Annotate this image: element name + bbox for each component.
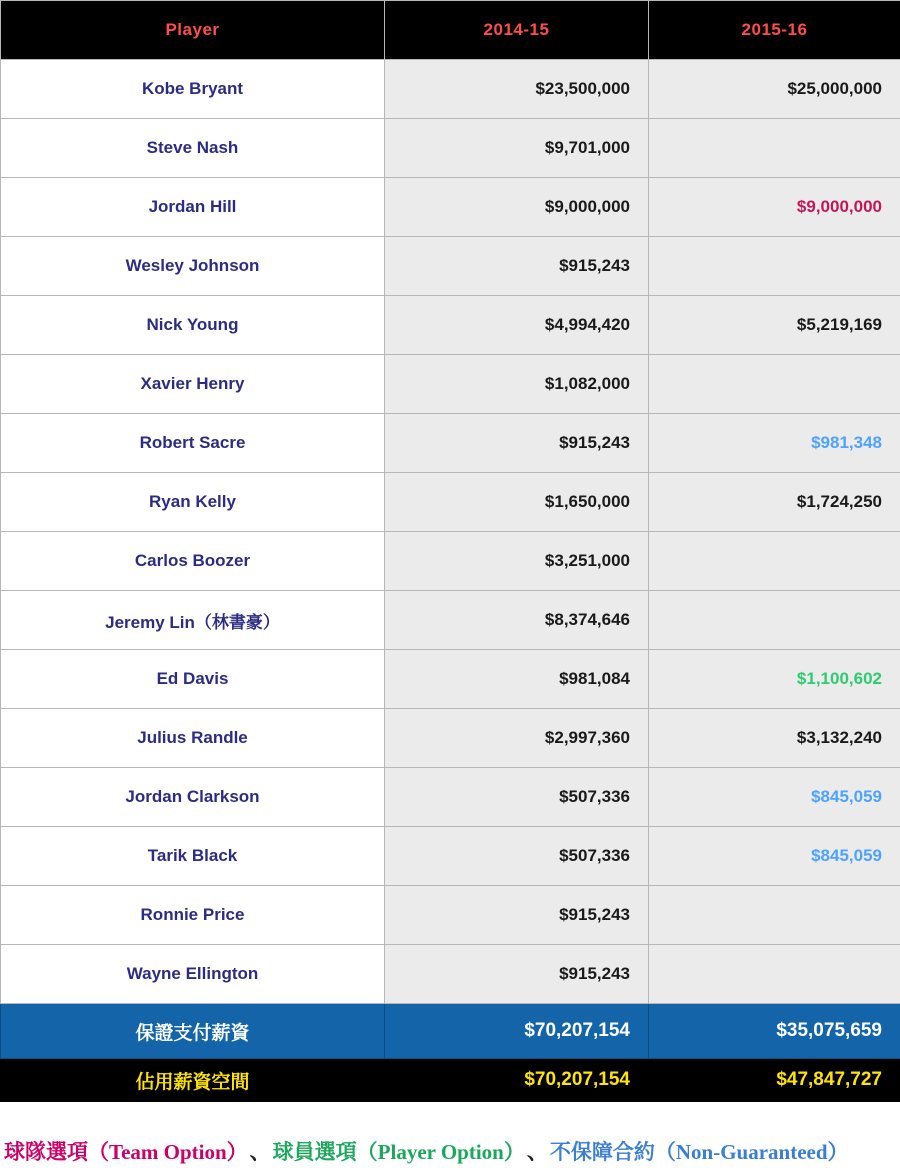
table-row <box>1 119 900 178</box>
cell-player-name: Jordan Hill <box>1 178 385 237</box>
cell-salary-2015-16: $1,100,602 <box>649 650 900 709</box>
cell-salary-2015-16 <box>649 886 900 945</box>
cell-total-cap-label: 佔用薪資空間 <box>1 1059 385 1102</box>
cell-salary-2014-15: $9,701,000 <box>385 119 649 178</box>
cell-player-name: Wesley Johnson <box>1 237 385 296</box>
cell-player-name: Carlos Boozer <box>1 532 385 591</box>
cell-total-cap-2014-15: $70,207,154 <box>385 1059 649 1102</box>
cell-salary-2015-16: $845,059 <box>649 768 900 827</box>
cell-player-name: Nick Young <box>1 296 385 355</box>
cell-salary-2014-15: $2,997,360 <box>385 709 649 768</box>
table-row <box>1 355 900 414</box>
cell-salary-2014-15: $4,994,420 <box>385 296 649 355</box>
table-body <box>1 60 900 1102</box>
cell-salary-2014-15: $915,243 <box>385 945 649 1004</box>
table-row <box>1 296 900 355</box>
legend-player-option: 球員選項（Player Option） <box>272 1139 525 1164</box>
table-row <box>1 414 900 473</box>
table-row <box>1 60 900 119</box>
cell-player-name: Steve Nash <box>1 119 385 178</box>
cell-player-name: Ronnie Price <box>1 886 385 945</box>
cell-salary-2014-15: $915,243 <box>385 886 649 945</box>
table-header <box>1 1 900 60</box>
cell-salary-2014-15: $1,082,000 <box>385 355 649 414</box>
cell-salary-2014-15: $9,000,000 <box>385 178 649 237</box>
cell-salary-2014-15: $23,500,000 <box>385 60 649 119</box>
row-total-guaranteed <box>1 1004 900 1059</box>
cell-salary-2014-15: $8,374,646 <box>385 591 649 650</box>
column-header-player: Player <box>1 1 385 60</box>
cell-salary-2015-16: $5,219,169 <box>649 296 900 355</box>
cell-salary-2014-15: $3,251,000 <box>385 532 649 591</box>
table-row <box>1 945 900 1004</box>
cell-salary-2015-16 <box>649 591 900 650</box>
cell-player-name: Jordan Clarkson <box>1 768 385 827</box>
cell-player-name: Julius Randle <box>1 709 385 768</box>
cell-total-cap-2015-16: $47,847,727 <box>649 1059 900 1102</box>
cell-salary-2015-16 <box>649 119 900 178</box>
cell-player-name: Ryan Kelly <box>1 473 385 532</box>
legend-non-guaranteed: 不保障合約（Non-Guaranteed） <box>549 1139 849 1164</box>
legend <box>0 1128 900 1173</box>
cell-player-name: Tarik Black <box>1 827 385 886</box>
cell-salary-2014-15: $1,650,000 <box>385 473 649 532</box>
cell-player-name: Jeremy Lin（林書豪） <box>1 591 385 650</box>
cell-salary-2015-16 <box>649 532 900 591</box>
table-row <box>1 591 900 650</box>
table-row <box>1 178 900 237</box>
cell-player-name: Kobe Bryant <box>1 60 385 119</box>
table-row <box>1 650 900 709</box>
legend-separator-2: 、 <box>526 1139 548 1164</box>
table-row <box>1 886 900 945</box>
cell-player-name: Robert Sacre <box>1 414 385 473</box>
cell-salary-2014-15: $915,243 <box>385 237 649 296</box>
cell-player-name: Wayne Ellington <box>1 945 385 1004</box>
cell-total-guaranteed-label: 保證支付薪資 <box>1 1004 385 1059</box>
column-header-season-2014-15: 2014-15 <box>385 1 649 60</box>
table-header-row <box>1 1 900 60</box>
cell-salary-2015-16 <box>649 355 900 414</box>
table-row <box>1 827 900 886</box>
cell-salary-2015-16: $9,000,000 <box>649 178 900 237</box>
cell-salary-2015-16: $1,724,250 <box>649 473 900 532</box>
table-row <box>1 768 900 827</box>
legend-separator-1: 、 <box>249 1139 271 1164</box>
cell-salary-2015-16: $25,000,000 <box>649 60 900 119</box>
cell-salary-2015-16: $981,348 <box>649 414 900 473</box>
cell-salary-2015-16 <box>649 237 900 296</box>
table-row <box>1 237 900 296</box>
column-header-season-2015-16: 2015-16 <box>649 1 900 60</box>
table-row <box>1 532 900 591</box>
cell-salary-2014-15: $507,336 <box>385 827 649 886</box>
cell-player-name: Ed Davis <box>1 650 385 709</box>
cell-salary-2015-16: $3,132,240 <box>649 709 900 768</box>
cell-player-name: Xavier Henry <box>1 355 385 414</box>
cell-salary-2014-15: $507,336 <box>385 768 649 827</box>
cell-total-guaranteed-2014-15: $70,207,154 <box>385 1004 649 1059</box>
legend-team-option: 球隊選項（Team Option） <box>4 1139 248 1164</box>
cell-salary-2014-15: $981,084 <box>385 650 649 709</box>
table-row <box>1 473 900 532</box>
row-total-cap <box>1 1059 900 1102</box>
cell-salary-2015-16 <box>649 945 900 1004</box>
cell-salary-2014-15: $915,243 <box>385 414 649 473</box>
table-row <box>1 709 900 768</box>
cell-salary-2015-16: $845,059 <box>649 827 900 886</box>
cell-total-guaranteed-2015-16: $35,075,659 <box>649 1004 900 1059</box>
